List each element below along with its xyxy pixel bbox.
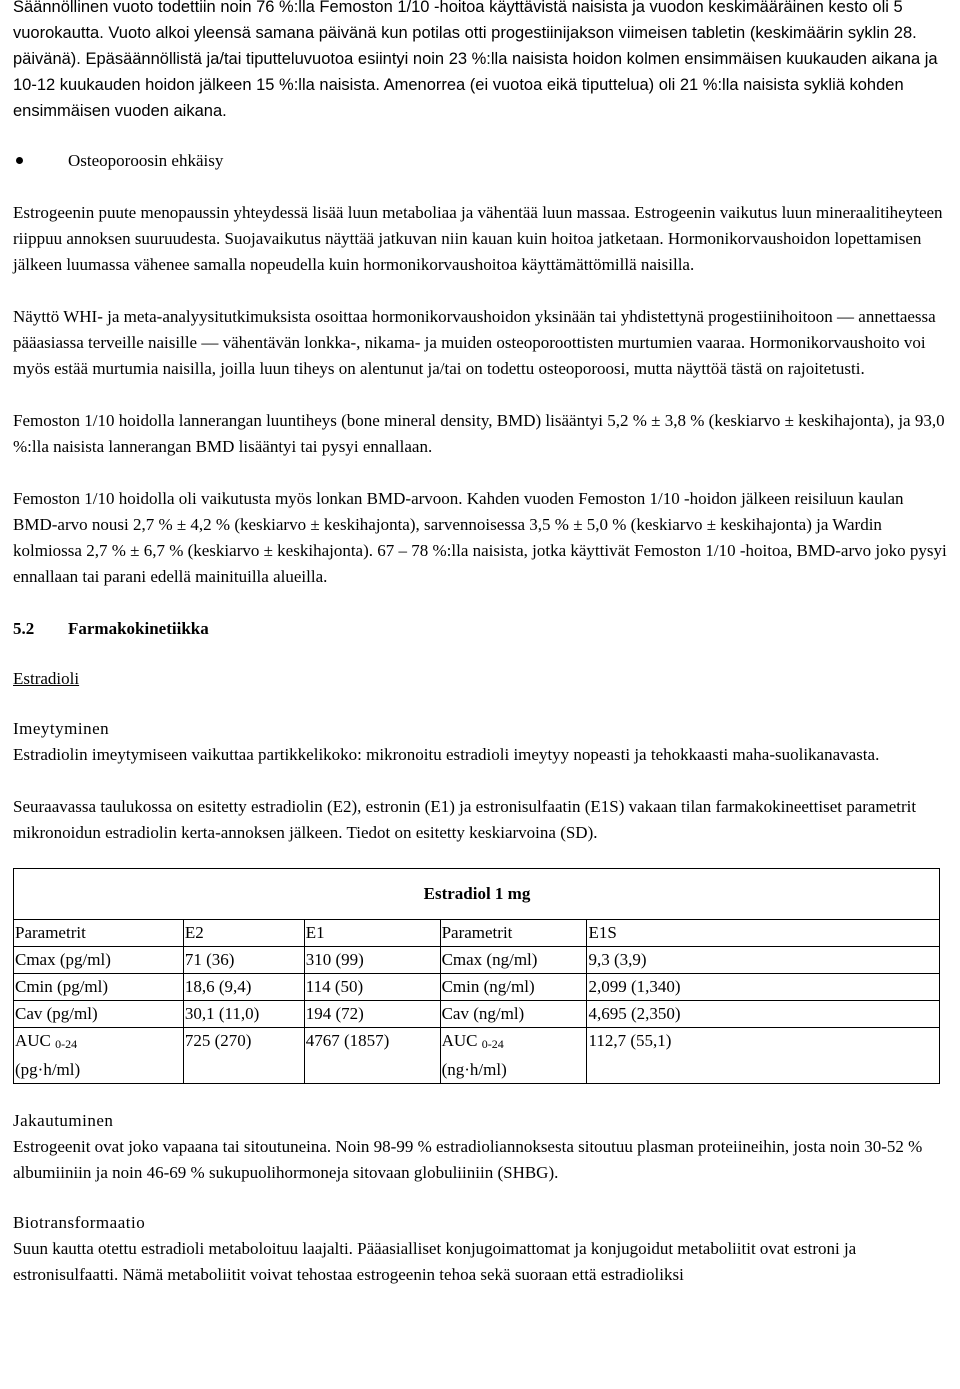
table-header-cell: E1	[304, 920, 440, 947]
bullet-icon	[16, 157, 23, 164]
table-cell: Cav (pg/ml)	[14, 1001, 184, 1028]
table-title: Estradiol 1 mg	[423, 884, 531, 903]
paragraph-lumbar-bmd: Femoston 1/10 hoidolla lannerangan luuntiheys (bone mineral density, BMD) lisääntyi 5,2 % ± 3,8 % (keskiarvo ± keskihajonta), ja 93,0 %:lla naisista lannerangan BMD lisääntyi tai pysyi ennallaan.	[13, 411, 945, 456]
table-row	[14, 974, 940, 1001]
table-cell: 310 (99)	[304, 947, 440, 974]
table-cell: 4,695 (2,350)	[587, 1001, 940, 1028]
table-cell: 9,3 (3,9)	[587, 947, 940, 974]
auc-subscript: 0-24	[55, 1037, 78, 1051]
table-cell: Cmin (pg/ml)	[14, 974, 184, 1001]
biotransformation-text: Suun kautta otettu estradioli metaboloituu laajalti. Pääasialliset konjugoimattomat ja konjugoidut metaboliitit ovat estroni ja estronisulfaatti. Nämä metaboliitit voivat tehostaa estrogeenin tehoa sekä suoraan että estradioliksi	[13, 1239, 857, 1284]
auc-unit-left: (pg·h/ml)	[15, 1060, 81, 1079]
distribution-text: Estrogeenit ovat joko vapaana tai sitoutuneina. Noin 98-99 % estradioliannoksesta sitoutuu plasman proteiineihin, josta noin 30-52 % albumiiniin ja noin 46-69 % sukupuolihormoneja sitovaan globuliiniin (SHBG).	[13, 1137, 923, 1182]
table-cell: 71 (36)	[183, 947, 304, 974]
table-cell: 112,7 (55,1)	[587, 1028, 940, 1084]
table-title-cell	[14, 869, 940, 920]
auc-label: AUC	[441, 1031, 478, 1050]
table-cell: Cmax (ng/ml)	[440, 947, 587, 974]
auc-label: AUC	[15, 1031, 51, 1050]
absorption-label: Imeytyminen	[13, 719, 110, 738]
table-cell: 194 (72)	[304, 1001, 440, 1028]
paragraph-estrogen-deficiency: Estrogeenin puute menopaussin yhteydessä lisää luun metaboliaa ja vähentää luun massaa. Estrogeenin vaikutus luun mineraalitiheyteen riippuu annoksen suuruudesta. Suojavaikutus näyttää jatkuvan niin kauan kuin hoitoa jatketaan. Hormonikorvaushoidon lopettamisen jälkeen luumassa vähenee samalla nopeudella kuin hormonikorvaushoitoa käyttämättömillä naisilla.	[13, 203, 943, 274]
distribution-label: Jakautuminen	[13, 1111, 114, 1130]
section-heading	[13, 616, 948, 642]
subsection-estradioli: Estradioli	[13, 669, 80, 688]
auc-unit-right: (ng·h/ml)	[441, 1060, 507, 1079]
table-row	[14, 1001, 940, 1028]
table-row	[14, 947, 940, 974]
bullet-item	[13, 148, 948, 174]
table-row-auc	[14, 1028, 940, 1084]
table-cell: 4767 (1857)	[304, 1028, 440, 1084]
table-cell: Cmax (pg/ml)	[14, 947, 184, 974]
table-header-cell: Parametrit	[440, 920, 587, 947]
table-title-row	[14, 869, 940, 920]
biotransformation-label: Biotransformaatio	[13, 1213, 146, 1232]
table-header-cell: E1S	[587, 920, 940, 947]
section-title: Farmakokinetiikka	[68, 619, 209, 638]
table-cell: 725 (270)	[183, 1028, 304, 1084]
table-cell-auc-label	[14, 1028, 184, 1084]
paragraph-whi-evidence: Näyttö WHI- ja meta-analyysitutkimuksista osoittaa hormonikorvaushoidon yksinään tai yhdistettynä progestiinihoitoon — annettaessa pääasiassa terveille naisille — vähentävän lonkka-, nikama- ja muiden osteoporoottisten murtumien vaaraa. Hormonikorvaushoito voi myös estää murtumia naisilla, joilla luun tiheys on alentunut ja/tai on todettu osteoporoosi, mutta näyttöä tästä on rajoitetusti.	[13, 307, 936, 378]
table-intro: Seuraavassa taulukossa on esitetty estradiolin (E2), estronin (E1) ja estronisulfaatin (E1S) vakaan tilan farmakokineettiset parametrit mikronoidun estradiolin kerta-annoksen jälkeen. Tiedot on esitetty keskiarvoina (SD).	[13, 797, 917, 842]
table-cell: 30,1 (11,0)	[183, 1001, 304, 1028]
absorption-text: Estradiolin imeytymiseen vaikuttaa partikkelikoko: mikronoitu estradioli imeytyy nopeasti ja tehokkaasti maha-suolikanavasta.	[13, 745, 880, 764]
table-cell: Cav (ng/ml)	[440, 1001, 587, 1028]
pk-table	[13, 868, 940, 1084]
table-cell: Cmin (ng/ml)	[440, 974, 587, 1001]
bullet-text: Osteoporoosin ehkäisy	[68, 151, 224, 170]
table-header-cell: Parametrit	[14, 920, 184, 947]
intro-paragraph: Säännöllinen vuoto todettiin noin 76 %:lla Femoston 1/10 -hoitoa käyttävistä naisista ja vuodon keskimääräinen kesto oli 5 vuorokautta. Vuoto alkoi yleensä samana päivänä kun potilas otti progestiinijakson viimeisen tabletin (keskimäärin syklin 28. päivänä). Epäsäännöllistä ja/tai tiputteluvuotoa esiintyi noin 23 %:lla naisista hoidon kolmen ensimmäisen kuukauden aikana ja 10-12 kuukauden hoidon jälkeen 15 %:lla naisista. Amenorrea (ei vuotoa eikä tiputtelua) oli 21 %:lla naisista sykliä kohden ensimmäisen vuoden aikana.	[13, 0, 938, 120]
table-cell: 114 (50)	[304, 974, 440, 1001]
table-cell: 2,099 (1,340)	[587, 974, 940, 1001]
paragraph-hip-bmd: Femoston 1/10 hoidolla oli vaikutusta myös lonkan BMD-arvoon. Kahden vuoden Femoston 1/10 -hoidon jälkeen reisiluun kaulan BMD-arvo nousi 2,7 % ± 4,2 % (keskiarvo ± keskihajonta), sarvennoisessa 3,5 % ± 5,0 % (keskiarvo ± keskihajonta) ja Wardin kolmiossa 2,7 % ± 6,7 % (keskiarvo ± keskihajonta). 67 – 78 %:lla naisista, jotka käyttivät Femoston 1/10 -hoitoa, BMD-arvo joko pysyi ennallaan tai parani edellä mainituilla alueilla.	[13, 489, 947, 586]
table-header-row	[14, 920, 940, 947]
table-header-cell: E2	[183, 920, 304, 947]
auc-subscript: 0-24	[481, 1037, 504, 1051]
section-number: 5.2	[13, 619, 35, 638]
document-page	[13, 0, 948, 1288]
table-cell: 18,6 (9,4)	[183, 974, 304, 1001]
table-cell-auc-label	[440, 1028, 587, 1084]
